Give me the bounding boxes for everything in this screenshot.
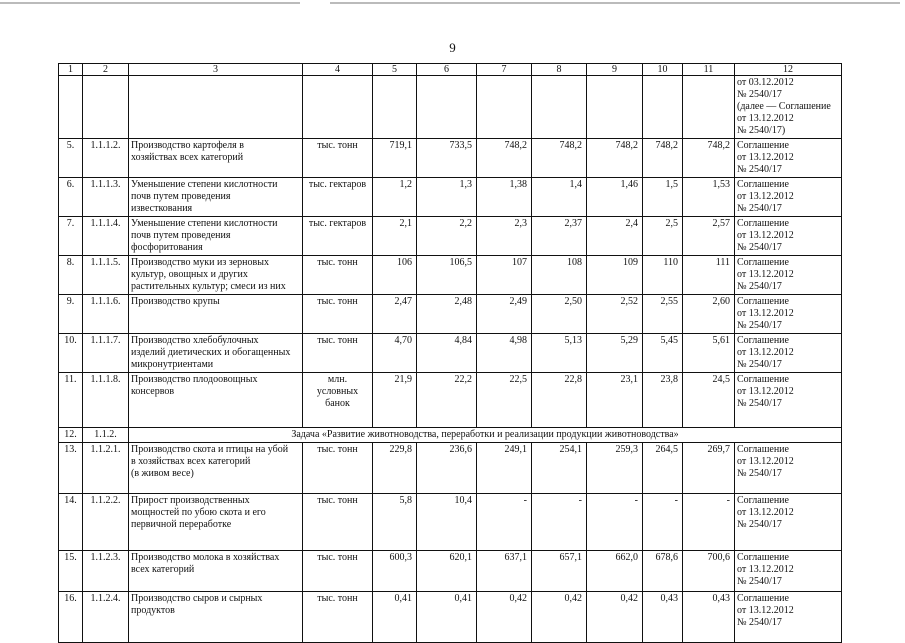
- value-cell: 2,49: [477, 295, 532, 334]
- value-cell: -: [477, 494, 532, 551]
- value-cell: 700,6: [683, 551, 735, 592]
- empty-cell: [83, 76, 129, 139]
- row-number: 7.: [59, 217, 83, 256]
- empty-cell: [417, 76, 477, 139]
- unit-cell: тыс. гектаров: [303, 178, 373, 217]
- header-cell: 7: [477, 64, 532, 76]
- table-row: [59, 592, 842, 643]
- agreement-note: Соглашение от 13.12.2012 № 2540/17: [735, 373, 842, 428]
- value-cell: 2,5: [643, 217, 683, 256]
- value-cell: 600,3: [373, 551, 417, 592]
- value-cell: 662,0: [587, 551, 643, 592]
- indicator-name: Производство скота и птицы на убой в хозяйствах всех категорий (в живом весе): [129, 443, 303, 494]
- value-cell: 733,5: [417, 139, 477, 178]
- table-row: [59, 334, 842, 373]
- unit-cell: тыс. тонн: [303, 443, 373, 494]
- value-cell: 748,2: [587, 139, 643, 178]
- value-cell: 110: [643, 256, 683, 295]
- value-cell: 21,9: [373, 373, 417, 428]
- value-cell: 5,13: [532, 334, 587, 373]
- indicator-code: 1.1.2.: [83, 428, 129, 443]
- value-cell: 106,5: [417, 256, 477, 295]
- value-cell: 1,5: [643, 178, 683, 217]
- table-row: [59, 217, 842, 256]
- agreement-note: Соглашение от 13.12.2012 № 2540/17: [735, 334, 842, 373]
- agreement-note: Соглашение от 13.12.2012 № 2540/17: [735, 256, 842, 295]
- indicator-code: 1.1.1.3.: [83, 178, 129, 217]
- unit-cell: тыс. гектаров: [303, 217, 373, 256]
- empty-cell: [587, 76, 643, 139]
- indicator-name: Уменьшение степени кислотности почв путем проведения фосфоритования: [129, 217, 303, 256]
- indicator-code: 1.1.2.2.: [83, 494, 129, 551]
- value-cell: 748,2: [477, 139, 532, 178]
- indicator-code: 1.1.1.7.: [83, 334, 129, 373]
- value-cell: 106: [373, 256, 417, 295]
- indicators-table: [58, 63, 842, 643]
- agreement-note: от 03.12.2012 № 2540/17 (далее — Соглашение от 13.12.2012 № 2540/17): [735, 76, 842, 139]
- value-cell: 4,98: [477, 334, 532, 373]
- row-number: 16.: [59, 592, 83, 643]
- indicator-name: Прирост производственных мощностей по убою скота и его первичной переработке: [129, 494, 303, 551]
- row-number: 6.: [59, 178, 83, 217]
- indicator-name: Производство хлебобулочных изделий диетических и обогащенных микронутриентами: [129, 334, 303, 373]
- value-cell: 23,8: [643, 373, 683, 428]
- value-cell: 229,8: [373, 443, 417, 494]
- agreement-note: Соглашение от 13.12.2012 № 2540/17: [735, 295, 842, 334]
- value-cell: 2,2: [417, 217, 477, 256]
- value-cell: 1,4: [532, 178, 587, 217]
- header-cell: 12: [735, 64, 842, 76]
- value-cell: 264,5: [643, 443, 683, 494]
- value-cell: 24,5: [683, 373, 735, 428]
- indicator-code: 1.1.1.2.: [83, 139, 129, 178]
- empty-cell: [59, 76, 83, 139]
- table-row: [59, 139, 842, 178]
- table-row: [59, 295, 842, 334]
- table-body: [59, 64, 842, 643]
- table-row: [59, 551, 842, 592]
- value-cell: 1,46: [587, 178, 643, 217]
- value-cell: 748,2: [643, 139, 683, 178]
- header-cell: 4: [303, 64, 373, 76]
- value-cell: 259,3: [587, 443, 643, 494]
- unit-cell: тыс. тонн: [303, 494, 373, 551]
- value-cell: 748,2: [532, 139, 587, 178]
- value-cell: 1,2: [373, 178, 417, 217]
- value-cell: 1,38: [477, 178, 532, 217]
- task-row: [59, 428, 842, 443]
- value-cell: 637,1: [477, 551, 532, 592]
- value-cell: 2,57: [683, 217, 735, 256]
- empty-cell: [477, 76, 532, 139]
- indicator-name: Производство сыров и сырных продуктов: [129, 592, 303, 643]
- value-cell: 269,7: [683, 443, 735, 494]
- task-title: Задача «Развитие животноводства, переработки и реализации продукции животноводства»: [129, 428, 842, 443]
- empty-cell: [532, 76, 587, 139]
- value-cell: 748,2: [683, 139, 735, 178]
- agreement-note: Соглашение от 13.12.2012 № 2540/17: [735, 551, 842, 592]
- header-row: [59, 64, 842, 76]
- value-cell: 108: [532, 256, 587, 295]
- table-row: [59, 256, 842, 295]
- value-cell: 620,1: [417, 551, 477, 592]
- indicator-code: 1.1.1.8.: [83, 373, 129, 428]
- value-cell: 1,3: [417, 178, 477, 217]
- value-cell: 719,1: [373, 139, 417, 178]
- indicator-name: Производство плодоовощных консервов: [129, 373, 303, 428]
- value-cell: 2,48: [417, 295, 477, 334]
- value-cell: 2,60: [683, 295, 735, 334]
- row-number: 13.: [59, 443, 83, 494]
- unit-cell: тыс. тонн: [303, 295, 373, 334]
- value-cell: 0,42: [587, 592, 643, 643]
- value-cell: -: [587, 494, 643, 551]
- indicator-code: 1.1.2.3.: [83, 551, 129, 592]
- header-cell: 5: [373, 64, 417, 76]
- value-cell: 23,1: [587, 373, 643, 428]
- row-number: 8.: [59, 256, 83, 295]
- value-cell: 2,52: [587, 295, 643, 334]
- header-cell: 9: [587, 64, 643, 76]
- value-cell: 2,3: [477, 217, 532, 256]
- value-cell: 4,84: [417, 334, 477, 373]
- indicator-code: 1.1.1.6.: [83, 295, 129, 334]
- header-cell: 2: [83, 64, 129, 76]
- agreement-note: Соглашение от 13.12.2012 № 2540/17: [735, 494, 842, 551]
- header-cell: 1: [59, 64, 83, 76]
- value-cell: 109: [587, 256, 643, 295]
- indicator-name: Производство муки из зерновых культур, овощных и других растительных культур; смеси из них: [129, 256, 303, 295]
- value-cell: 657,1: [532, 551, 587, 592]
- value-cell: 111: [683, 256, 735, 295]
- value-cell: 22,8: [532, 373, 587, 428]
- empty-cell: [303, 76, 373, 139]
- value-cell: 5,8: [373, 494, 417, 551]
- value-cell: 0,41: [373, 592, 417, 643]
- value-cell: 2,55: [643, 295, 683, 334]
- empty-cell: [129, 76, 303, 139]
- value-cell: 2,37: [532, 217, 587, 256]
- agreement-note: Соглашение от 13.12.2012 № 2540/17: [735, 139, 842, 178]
- indicator-code: 1.1.2.1.: [83, 443, 129, 494]
- unit-cell: тыс. тонн: [303, 551, 373, 592]
- value-cell: 0,42: [532, 592, 587, 643]
- value-cell: 0,41: [417, 592, 477, 643]
- row-number: 9.: [59, 295, 83, 334]
- empty-cell: [373, 76, 417, 139]
- indicator-name: Производство молока в хозяйствах всех категорий: [129, 551, 303, 592]
- unit-cell: тыс. тонн: [303, 139, 373, 178]
- value-cell: 10,4: [417, 494, 477, 551]
- indicator-name: Производство картофеля в хозяйствах всех категорий: [129, 139, 303, 178]
- header-cell: 6: [417, 64, 477, 76]
- header-cell: 3: [129, 64, 303, 76]
- unit-cell: тыс. тонн: [303, 334, 373, 373]
- value-cell: 5,61: [683, 334, 735, 373]
- header-cell: 11: [683, 64, 735, 76]
- value-cell: 22,5: [477, 373, 532, 428]
- indicator-name: Уменьшение степени кислотности почв путем проведения известкования: [129, 178, 303, 217]
- agreement-note: Соглашение от 13.12.2012 № 2540/17: [735, 443, 842, 494]
- table-row: [59, 494, 842, 551]
- empty-cell: [643, 76, 683, 139]
- value-cell: 2,4: [587, 217, 643, 256]
- table-row: [59, 178, 842, 217]
- indicator-name: Производство крупы: [129, 295, 303, 334]
- value-cell: -: [643, 494, 683, 551]
- value-cell: 107: [477, 256, 532, 295]
- value-cell: 254,1: [532, 443, 587, 494]
- row-number: 12.: [59, 428, 83, 443]
- agreement-note: Соглашение от 13.12.2012 № 2540/17: [735, 592, 842, 643]
- value-cell: -: [683, 494, 735, 551]
- row-number: 11.: [59, 373, 83, 428]
- value-cell: 678,6: [643, 551, 683, 592]
- value-cell: 22,2: [417, 373, 477, 428]
- agreement-note: Соглашение от 13.12.2012 № 2540/17: [735, 217, 842, 256]
- value-cell: 5,45: [643, 334, 683, 373]
- header-cell: 8: [532, 64, 587, 76]
- row-number: 14.: [59, 494, 83, 551]
- value-cell: 0,43: [643, 592, 683, 643]
- value-cell: 5,29: [587, 334, 643, 373]
- table-row: [59, 373, 842, 428]
- continuation-row: [59, 76, 842, 139]
- value-cell: 0,42: [477, 592, 532, 643]
- header-cell: 10: [643, 64, 683, 76]
- value-cell: 1,53: [683, 178, 735, 217]
- value-cell: 249,1: [477, 443, 532, 494]
- value-cell: 0,43: [683, 592, 735, 643]
- row-number: 10.: [59, 334, 83, 373]
- unit-cell: тыс. тонн: [303, 592, 373, 643]
- row-number: 5.: [59, 139, 83, 178]
- indicator-code: 1.1.1.5.: [83, 256, 129, 295]
- row-number: 15.: [59, 551, 83, 592]
- empty-cell: [683, 76, 735, 139]
- unit-cell: млн. условных банок: [303, 373, 373, 428]
- indicator-code: 1.1.1.4.: [83, 217, 129, 256]
- top-scan-rule: [0, 0, 905, 12]
- value-cell: -: [532, 494, 587, 551]
- value-cell: 4,70: [373, 334, 417, 373]
- page-number: 9: [449, 40, 456, 55]
- agreement-note: Соглашение от 13.12.2012 № 2540/17: [735, 178, 842, 217]
- unit-cell: тыс. тонн: [303, 256, 373, 295]
- value-cell: 2,1: [373, 217, 417, 256]
- value-cell: 2,47: [373, 295, 417, 334]
- value-cell: 2,50: [532, 295, 587, 334]
- table-row: [59, 443, 842, 494]
- value-cell: 236,6: [417, 443, 477, 494]
- indicator-code: 1.1.2.4.: [83, 592, 129, 643]
